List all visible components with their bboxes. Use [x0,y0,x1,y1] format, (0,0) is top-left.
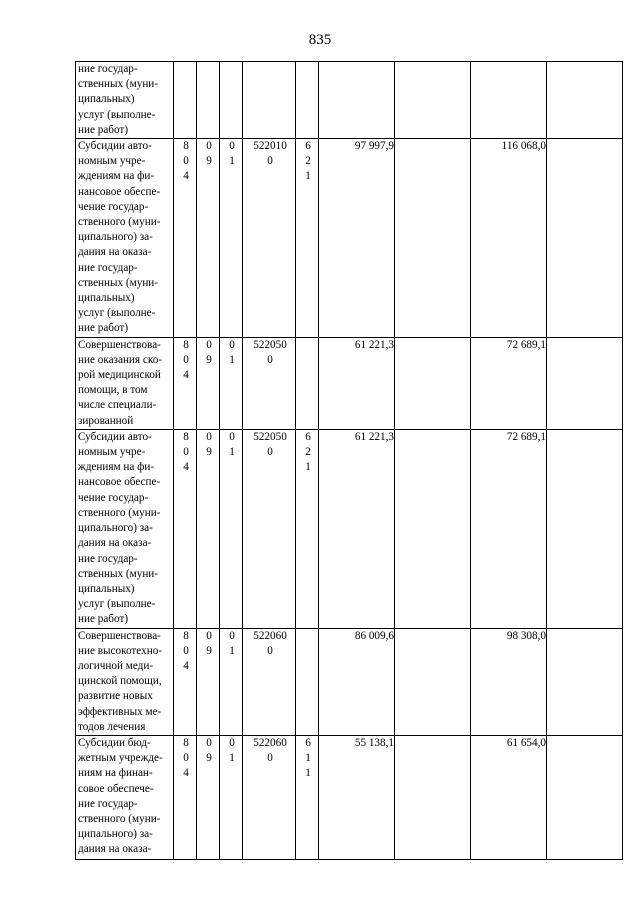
row-name: Совершенствова- ние высокотехно- логичной меди- цинской помощи, развитие новых эффективных ме- тодов лечения [76,628,174,735]
row-expense-type [296,337,319,429]
row-sum-1: 61 221,3 [319,337,395,429]
row-name: Совершенствова- ние оказания ско- рой медицинской помощи, в том числе специали- зированной [76,337,174,429]
row-sum-2 [395,429,471,628]
row-expense-type: 6 1 1 [296,735,319,859]
row-sum-2 [395,628,471,735]
row-expense-type [296,628,319,735]
row-sum-1: 61 221,3 [319,429,395,628]
row-sum-4 [547,62,623,139]
row-target-code: 522050 0 [243,429,296,628]
table-row [76,735,623,859]
row-subsection: 0 9 [197,337,220,429]
row-sum-4 [547,628,623,735]
row-program: 0 1 [220,337,243,429]
row-sum-1: 86 009,6 [319,628,395,735]
row-sum-3: 98 308,0 [471,628,547,735]
row-sum-3: 116 068,0 [471,139,547,338]
row-subsection: 0 9 [197,735,220,859]
row-subsection: 0 9 [197,429,220,628]
row-expense-type: 6 2 1 [296,429,319,628]
row-section: 8 0 4 [174,735,197,859]
row-subsection: 0 9 [197,139,220,338]
row-sum-4 [547,337,623,429]
table-row [76,628,623,735]
row-sum-1: 97 997,9 [319,139,395,338]
row-expense-type: 6 2 1 [296,139,319,338]
row-program: 0 1 [220,735,243,859]
row-sum-2 [395,62,471,139]
row-sum-1 [319,62,395,139]
row-target-code: 522060 0 [243,628,296,735]
row-program: 0 1 [220,139,243,338]
row-sum-4 [547,735,623,859]
row-target-code: 522010 0 [243,139,296,338]
table-row [76,429,623,628]
row-target-code [243,62,296,139]
row-subsection [197,62,220,139]
table-row [76,62,623,139]
page-number: 835 [308,32,332,48]
row-sum-3: 72 689,1 [471,429,547,628]
row-sum-3 [471,62,547,139]
row-section: 8 0 4 [174,628,197,735]
row-section: 8 0 4 [174,139,197,338]
row-sum-4 [547,429,623,628]
table-row [76,337,623,429]
row-sum-1: 55 138,1 [319,735,395,859]
row-sum-2 [395,735,471,859]
row-sum-3: 61 654,0 [471,735,547,859]
row-section: 8 0 4 [174,429,197,628]
row-target-code: 522060 0 [243,735,296,859]
row-section [174,62,197,139]
row-program: 0 1 [220,429,243,628]
row-subsection: 0 9 [197,628,220,735]
row-name: Субсидии авто- номным учре- ждениям на фи- нансовое обеспе- чение государ- ственного (муни- ципального) за- дания на оказа- ние государ- ственных (муни- ципальных) услуг (выполне- ние работ) [76,139,174,338]
row-program: 0 1 [220,628,243,735]
row-name: ние государ- ственных (муни- ципальных) услуг (выполне- ние работ) [76,62,174,139]
budget-table [75,61,623,860]
row-sum-3: 72 689,1 [471,337,547,429]
row-sum-4 [547,139,623,338]
row-program [220,62,243,139]
row-sum-2 [395,337,471,429]
row-name: Субсидии авто- номным учре- ждениям на фи- нансовое обеспе- чение государ- ственного (муни- ципального) за- дания на оказа- ние государ- ственных (муни- ципальных) услуг (выполне- ние работ) [76,429,174,628]
row-section: 8 0 4 [174,337,197,429]
row-name: Субсидии бюд- жетным учрежде- ниям на финан- совое обеспече- ние государ- ственного (муни- ципального) за- дания на оказа- [76,735,174,859]
row-expense-type [296,62,319,139]
table-row [76,139,623,338]
row-sum-2 [395,139,471,338]
row-target-code: 522050 0 [243,337,296,429]
